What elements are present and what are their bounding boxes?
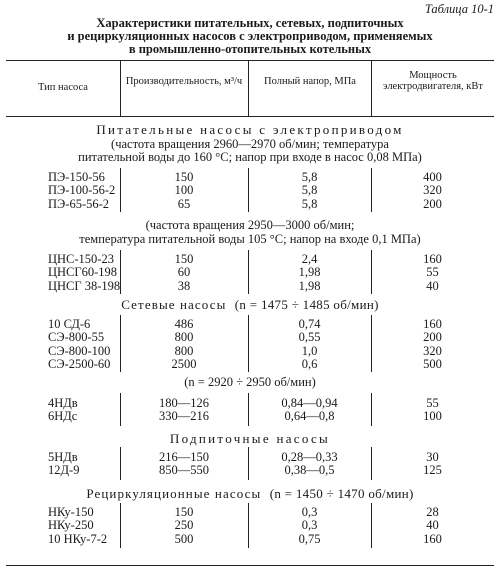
cell-type: 10 СД-6 <box>48 317 91 331</box>
header-type: Тип насоса <box>38 82 88 93</box>
cell-head: 0,74 <box>298 317 321 331</box>
cell-power: 400 <box>423 170 442 184</box>
cell-power: 320 <box>423 183 442 198</box>
cell-power: 160 <box>423 252 442 266</box>
cell-head: 1,0 <box>301 343 318 358</box>
cell-power: 125 <box>423 463 442 478</box>
header-bottom-rule <box>6 116 494 117</box>
cell-capacity: 800 <box>174 330 194 345</box>
cell-type: НКу-250 <box>48 518 94 533</box>
cell-head: 0,3 <box>301 505 318 519</box>
table-title-line-3: в промышленно-отопительных котельных <box>128 42 372 56</box>
cell-head: 0,3 <box>301 518 318 533</box>
header-top-rule <box>6 60 494 61</box>
cell-head: 5,8 <box>301 183 318 198</box>
header-divider-1 <box>120 60 121 116</box>
feed-note-a-line-2: питательной воды до 160 °С; напор при входе в насос 0,08 МПа) <box>78 150 422 164</box>
cell-type: СЭ-800-100 <box>48 343 111 358</box>
cell-capacity: 2500 <box>171 357 197 372</box>
cell-capacity: 330—216 <box>159 409 209 424</box>
header-head: Полный напор, МПа <box>264 76 356 87</box>
cell-head: 5,8 <box>301 196 318 211</box>
header-capacity: Производительность, м³/ч <box>125 76 243 87</box>
section-makeup-pumps: Подпиточные насосы <box>169 431 331 446</box>
cell-head: 1,98 <box>298 278 321 293</box>
cell-capacity: 150 <box>174 170 194 184</box>
cell-head: 0,6 <box>301 357 318 372</box>
cell-head: 0,28—0,33 <box>281 450 338 464</box>
cell-capacity: 250 <box>174 518 194 533</box>
table-number: Таблица 10-1 <box>424 2 494 16</box>
cell-type: 12Д-9 <box>48 463 80 478</box>
cell-capacity: 216—150 <box>159 450 209 464</box>
cell-type: 6НДс <box>48 409 78 424</box>
feed-note-a-line-1: (частота вращения 2960—2970 об/мин; температура <box>111 137 389 151</box>
cell-head: 0,64—0,8 <box>284 409 335 424</box>
network-title: Сетевые насосы <box>121 297 227 312</box>
cell-head: 1,98 <box>298 265 321 280</box>
cell-type: ЦНСГ60-198 <box>48 265 118 280</box>
cell-type: ЦНС-150-23 <box>48 252 114 266</box>
section-feed-pumps: Питательные насосы с электроприводом <box>96 122 404 137</box>
cell-capacity: 500 <box>174 531 194 546</box>
cell-capacity: 150 <box>174 252 194 266</box>
cell-capacity: 800 <box>174 343 194 358</box>
cell-power: 28 <box>426 505 439 519</box>
section-network-pumps <box>0 297 500 313</box>
cell-capacity: 180—126 <box>159 396 209 410</box>
cell-head: 0,38—0,5 <box>284 463 335 478</box>
cell-power: 200 <box>423 196 442 211</box>
cell-type: ПЭ-65-56-2 <box>48 196 110 211</box>
table-bottom-rule <box>6 565 494 566</box>
cell-power: 40 <box>426 518 439 533</box>
cell-head: 0,84—0,94 <box>281 396 338 410</box>
recirc-title: Рециркуляционные насосы <box>86 486 262 501</box>
cell-power: 320 <box>423 343 442 358</box>
cell-head: 0,55 <box>298 330 321 345</box>
header-divider-3 <box>371 60 372 116</box>
cell-type: СЭ-2500-60 <box>48 357 111 372</box>
feed-note-b-line-2: температура питательной воды 105 °С; напор на входе 0,1 МПа) <box>79 232 421 246</box>
cell-head: 0,75 <box>298 531 321 546</box>
cell-power: 30 <box>426 450 439 464</box>
network-speed-2: (n = 2920 ÷ 2950 об/мин) <box>184 375 316 389</box>
cell-type: 5НДв <box>48 450 78 464</box>
cell-power: 500 <box>423 357 442 372</box>
cell-type: НКу-150 <box>48 505 94 519</box>
cell-capacity: 100 <box>174 183 194 198</box>
cell-capacity: 60 <box>177 265 191 280</box>
table-title-line-1: Характеристики питательных, сетевых, подпиточных <box>96 16 404 30</box>
cell-capacity: 850—550 <box>159 463 209 478</box>
cell-power: 200 <box>423 330 442 345</box>
cell-type: 10 НКу-7-2 <box>48 531 108 546</box>
recirc-speed: (n = 1450 ÷ 1470 об/мин) <box>269 486 414 501</box>
cell-capacity: 150 <box>174 505 194 519</box>
cell-capacity: 486 <box>174 317 194 331</box>
header-power: Мощность электродвигателя, кВт <box>383 70 483 92</box>
cell-power: 100 <box>423 409 442 424</box>
cell-type: ЦНСГ 38-198 <box>48 278 121 293</box>
cell-type: 4НДв <box>48 396 78 410</box>
cell-power: 160 <box>423 317 442 331</box>
feed-note-b-line-1: (частота вращения 2950—3000 об/мин; <box>145 218 355 232</box>
header-divider-2 <box>248 60 249 116</box>
cell-capacity: 65 <box>177 196 191 211</box>
cell-type: ПЭ-150-56 <box>48 170 105 184</box>
cell-power: 160 <box>423 531 442 546</box>
cell-power: 55 <box>426 265 439 280</box>
section-recirc-pumps <box>0 486 500 502</box>
cell-head: 2,4 <box>301 252 318 266</box>
cell-power: 55 <box>426 396 439 410</box>
network-speed: (n = 1475 ÷ 1485 об/мин) <box>234 297 379 312</box>
cell-power: 40 <box>426 278 439 293</box>
cell-capacity: 38 <box>177 278 191 293</box>
cell-type: ПЭ-100-56-2 <box>48 183 116 198</box>
cell-type: СЭ-800-55 <box>48 330 105 345</box>
cell-head: 5,8 <box>301 170 318 184</box>
table-title-line-2: и рециркуляционных насосов с электроприводом, применяемых <box>67 29 433 43</box>
